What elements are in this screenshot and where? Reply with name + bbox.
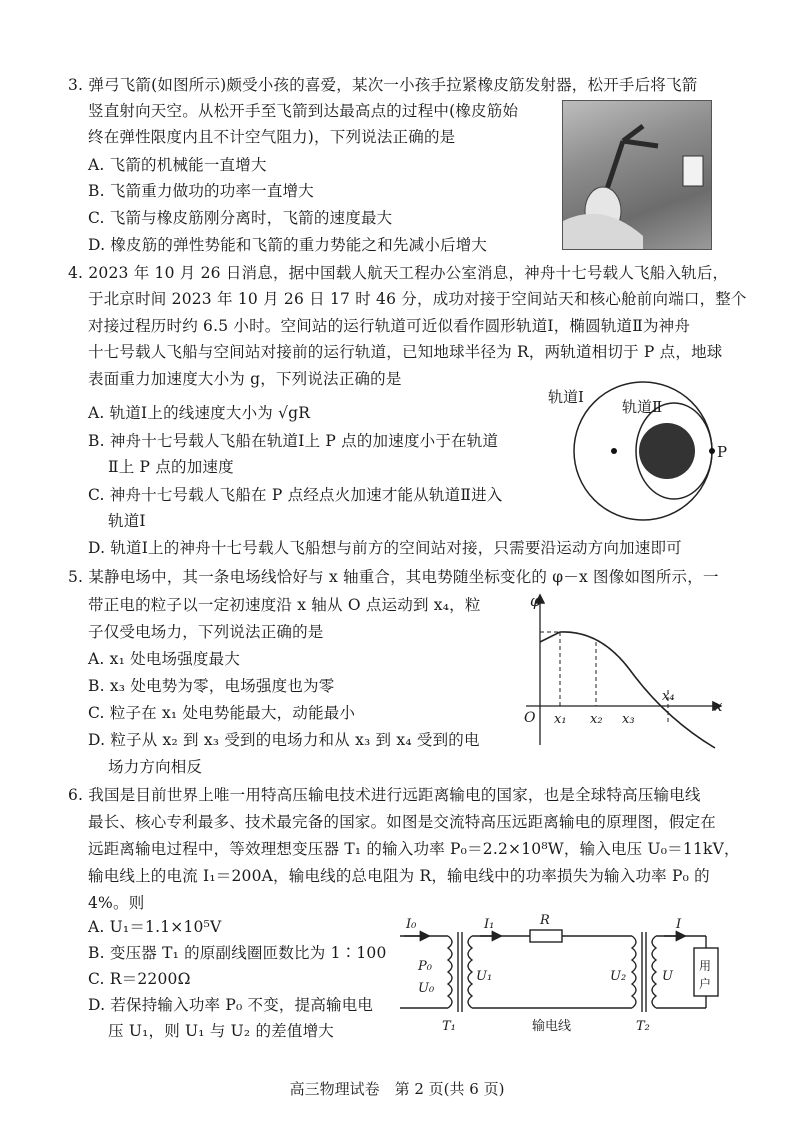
q3-line2: 竖直射向天空。从松开手至飞箭到达最高点的过程中(橡皮筋始: [88, 102, 519, 120]
q5-option-d1: D. 粒子从 x₂ 到 x₃ 受到的电场力和从 x₃ 到 x₄ 受到的电: [88, 731, 480, 749]
q6-line2: 最长、核心专利最多、技术最完备的国家。如图是交流特高压远距离输电的原理图，假定在: [88, 813, 717, 831]
slingshot-photo: [562, 100, 712, 250]
q4-option-b2: Ⅱ上 P 点的加速度: [108, 458, 234, 476]
x4-label: x₄: [662, 689, 675, 704]
x-label: x: [714, 697, 723, 715]
u2-label: U₂: [610, 969, 627, 984]
phi-label: φ: [530, 592, 541, 610]
q6-line3: 远距离输电过程中，等效理想变压器 T₁ 的输入功率 P₀＝2.2×10⁸W，输入电压 U₀＝11kV，: [88, 840, 740, 858]
slingshot-icon: [563, 101, 711, 249]
q4-option-b1: B. 神舟十七号载人飞船在轨道Ⅰ上 P 点的加速度小于在轨道: [88, 432, 499, 450]
q5-option-a: A. x₁ 处电场强度最大: [88, 650, 241, 668]
q4-line2: 于北京时间 2023 年 10 月 26 日 17 时 46 分，成功对接于空间站天和核心舱前向端口，整个: [88, 290, 747, 308]
orbit-2-label: 轨道Ⅱ: [622, 398, 663, 416]
x1-label: x₁: [554, 712, 567, 727]
q5-line2: 带正电的粒子以一定初速度沿 x 轴从 O 点运动到 x₄，粒: [88, 596, 481, 614]
q3-option-c: C. 飞箭与橡皮筋刚分离时，飞箭的速度最大: [88, 209, 393, 227]
q4-line5: 表面重力加速度大小为 g，下列说法正确的是: [88, 370, 402, 388]
i1-label: I₁: [484, 917, 495, 932]
apogee-point: [611, 448, 617, 454]
orbit-diagram: [540, 378, 740, 536]
t1-primary-coil: [448, 936, 452, 1008]
q6-line5: 4%。则: [88, 894, 145, 912]
q5-option-c: C. 粒子在 x₁ 处电势能最大，动能最小: [88, 704, 356, 722]
u-label: U: [662, 969, 673, 984]
page-footer: 高三物理试卷 第 2 页(共 6 页): [289, 1080, 505, 1098]
x2-label: x₂: [590, 712, 603, 727]
q3-line3: 终在弹性限度内且不计空气阻力)，下列说法正确的是: [88, 128, 456, 146]
q4-option-d: D. 轨道Ⅰ上的神舟十七号载人飞船想与前方的空间站对接，只需要沿运动方向加速即可: [88, 539, 682, 557]
q6-option-d2: 压 U₁，则 U₁ 与 U₂ 的差值增大: [108, 1022, 334, 1040]
earth-icon: [639, 423, 695, 479]
line-label: 输电线: [532, 1019, 572, 1034]
i0-label: I₀: [406, 917, 417, 932]
point-p: [709, 448, 715, 454]
t1-secondary-coil: [468, 936, 472, 1008]
q6-option-a: A. U₁＝1.1×10⁵V: [88, 918, 222, 936]
potential-graph: [490, 590, 730, 752]
q4-line3: 对接过程历时约 6.5 小时。空间站的运行轨道可近似看作圆形轨道Ⅰ，椭圆轨道Ⅱ为神舟: [88, 317, 691, 335]
u0-label: U₀: [418, 981, 435, 996]
user-label-2: 户: [699, 977, 712, 991]
q4-option-a: A. 轨道Ⅰ上的线速度大小为 √gR: [88, 404, 311, 422]
q5-line1: 5. 某静电场中，其一条电场线恰好与 x 轴重合，其电势随坐标变化的 φ－x 图像如图所示，一: [68, 568, 719, 586]
user-label-1: 用: [699, 959, 712, 973]
transmission-circuit: [392, 908, 732, 1036]
t2-primary-coil: [632, 936, 636, 1008]
t2-label: T₂: [636, 1019, 650, 1034]
q6-line4: 输电线上的电流 I₁＝200A，输电线的总电阻为 R，输电线中的功率损失为输入功率 P₀ 的: [88, 867, 710, 885]
q4-line1: 4. 2023 年 10 月 26 日消息，据中国载人航天工程办公室消息，神舟十七号载人飞船入轨后，: [68, 264, 729, 282]
phi-curve: [540, 632, 715, 748]
q3-option-a: A. 飞箭的机械能一直增大: [88, 156, 267, 174]
q3-option-d: D. 橡皮筋的弹性势能和飞箭的重力势能之和先减小后增大: [88, 236, 488, 254]
q5-line3: 子仅受电场力，下列说法正确的是: [88, 623, 324, 641]
x3-label: x₃: [622, 712, 635, 727]
q4-line4: 十七号载人飞船与空间站对接前的运行轨道，已知地球半径为 R，两轨道相切于 P 点，地球: [88, 343, 723, 361]
point-p-label: P: [717, 443, 728, 461]
p0-label: P₀: [418, 959, 432, 974]
q4-option-c1: C. 神舟十七号载人飞船在 P 点经点火加速才能从轨道Ⅱ进入: [88, 486, 503, 504]
i-label: I: [676, 917, 682, 932]
q5-option-b: B. x₃ 处电势为零，电场强度也为零: [88, 677, 335, 695]
t2-secondary-coil: [652, 936, 656, 1008]
q3-line1: 3. 弹弓飞箭(如图所示)颇受小孩的喜爱，某次一小孩手拉紧橡皮筋发射器，松开手后将飞箭: [68, 76, 698, 94]
q6-option-b: B. 变压器 T₁ 的原副线圈匝数比为 1∶100: [88, 944, 387, 962]
u1-label: U₁: [476, 969, 493, 984]
resistor-r: [530, 930, 562, 942]
q5-option-d2: 场力方向相反: [108, 758, 203, 776]
t1-label: T₁: [442, 1019, 456, 1034]
q3-option-b: B. 飞箭重力做功的功率一直增大: [88, 182, 314, 200]
q6-option-d1: D. 若保持输入功率 P₀ 不变，提高输电电: [88, 996, 374, 1014]
q6-line1: 6. 我国是目前世界上唯一用特高压输电技术进行远距离输电的国家，也是全球特高压输电线: [68, 786, 701, 804]
origin-label: O: [524, 710, 536, 726]
orbit-1-label: 轨道Ⅰ: [548, 388, 584, 406]
q6-option-c: C. R＝2200Ω: [88, 970, 191, 988]
q4-option-c2: 轨道Ⅰ: [108, 512, 146, 530]
r-label: R: [540, 913, 550, 928]
